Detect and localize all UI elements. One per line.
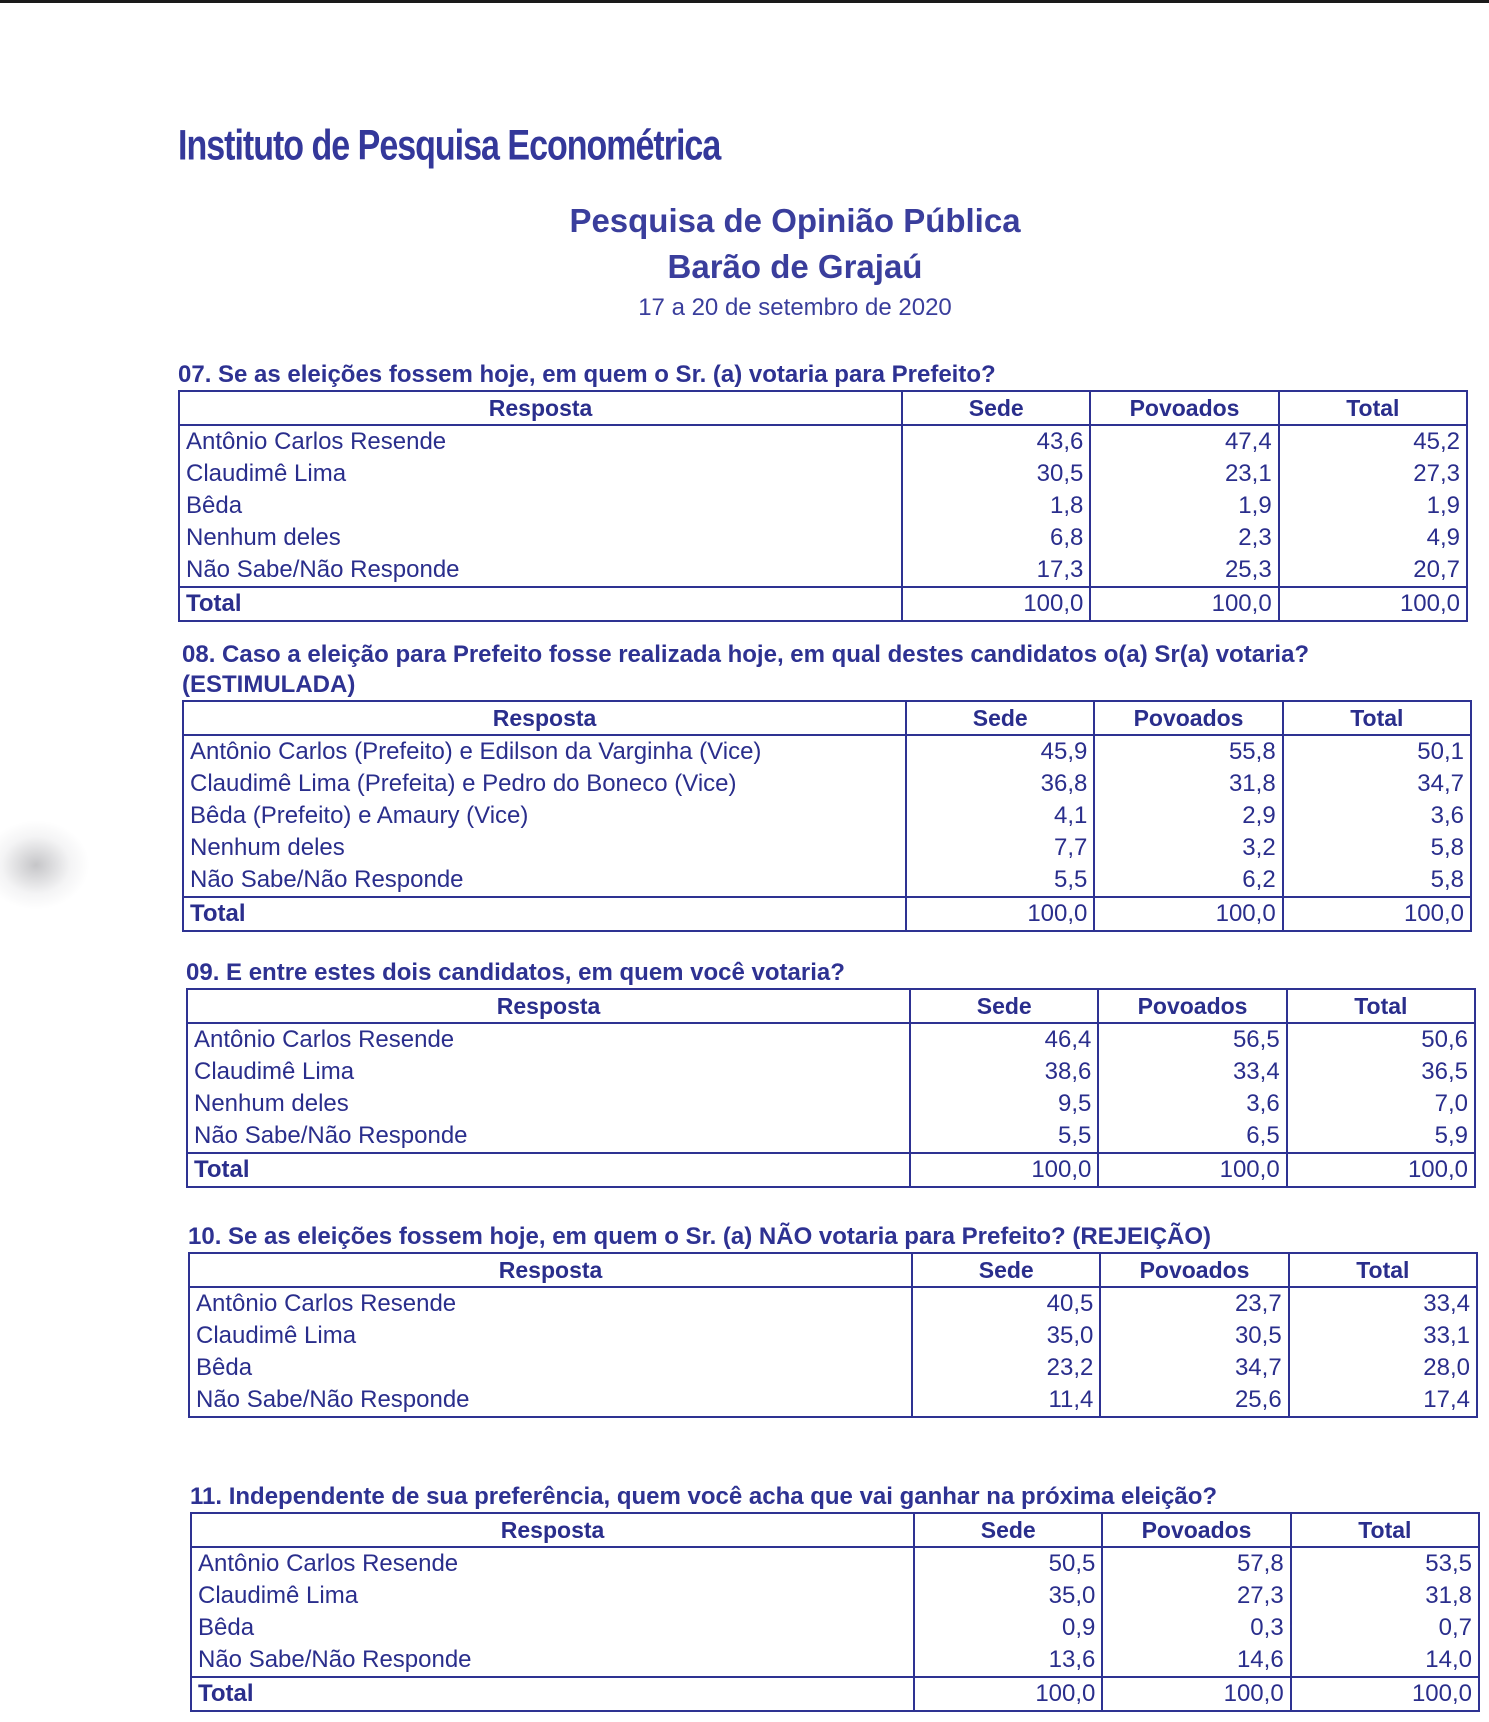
cell-sede: 1,8 [902, 490, 1090, 522]
cell-sede: 46,4 [910, 1023, 1098, 1056]
survey-title: Pesquisa de Opinião Pública [569, 202, 1021, 239]
cell-povoados: 2,9 [1094, 800, 1282, 832]
cell-povoados: 3,6 [1098, 1088, 1286, 1120]
row-label: Claudimê Lima [179, 458, 902, 490]
row-label: Claudimê Lima [191, 1580, 914, 1612]
cell-povoados: 3,2 [1094, 832, 1282, 864]
col-header-povoados: Povoados [1100, 1253, 1288, 1287]
table-total-row [183, 897, 1471, 931]
section-q07 [178, 360, 1468, 622]
question-q09: 09. E entre estes dois candidatos, em quem você votaria? [186, 959, 845, 986]
table-body [189, 1287, 1477, 1417]
row-label: Bêda [191, 1612, 914, 1644]
col-header-resposta: Resposta [187, 989, 910, 1023]
cell-sede: 43,6 [902, 425, 1090, 458]
table-row [191, 1644, 1479, 1677]
cell-sede: 100,0 [914, 1677, 1102, 1711]
table-row [183, 800, 1471, 832]
row-label: Antônio Carlos Resende [179, 425, 902, 458]
table-row [183, 735, 1471, 768]
row-label: Claudimê Lima [187, 1056, 910, 1088]
cell-povoados: 2,3 [1090, 522, 1278, 554]
section-q08 [182, 640, 1472, 932]
table-row [179, 554, 1467, 587]
table-total-row [179, 587, 1467, 621]
table-total-row [187, 1153, 1475, 1187]
table-row [187, 1120, 1475, 1153]
row-label: Antônio Carlos Resende [189, 1287, 912, 1320]
cell-povoados: 56,5 [1098, 1023, 1286, 1056]
cell-sede: 0,9 [914, 1612, 1102, 1644]
row-label: Nenhum deles [179, 522, 902, 554]
question-q08-line1: 08. Caso a eleição para Prefeito fosse realizada hoje, em qual destes candidatos o(a) Sr(a) votaria? [182, 641, 1310, 668]
table-body [183, 735, 1471, 931]
cell-povoados: 0,3 [1102, 1612, 1290, 1644]
cell-total: 100,0 [1291, 1677, 1479, 1711]
cell-sede: 30,5 [902, 458, 1090, 490]
survey-location: Barão de Grajaú [667, 248, 923, 285]
cell-sede: 40,5 [912, 1287, 1100, 1320]
cell-sede: 23,2 [912, 1352, 1100, 1384]
row-label: Bêda [189, 1352, 912, 1384]
cell-sede: 36,8 [906, 768, 1094, 800]
table-row [189, 1352, 1477, 1384]
cell-sede: 5,5 [906, 864, 1094, 897]
table-row [183, 832, 1471, 864]
cell-sede: 35,0 [912, 1320, 1100, 1352]
cell-sede: 11,4 [912, 1384, 1100, 1417]
row-label: Não Sabe/Não Responde [187, 1120, 910, 1153]
cell-povoados: 1,9 [1090, 490, 1278, 522]
col-header-total: Total [1289, 1253, 1477, 1287]
cell-sede: 6,8 [902, 522, 1090, 554]
col-header-sede: Sede [910, 989, 1098, 1023]
section-q09 [186, 958, 1476, 1188]
cell-total: 5,9 [1287, 1120, 1475, 1153]
cell-total: 33,1 [1289, 1320, 1477, 1352]
cell-sede: 17,3 [902, 554, 1090, 587]
table-body [191, 1547, 1479, 1711]
cell-povoados: 6,5 [1098, 1120, 1286, 1153]
row-label: Nenhum deles [187, 1088, 910, 1120]
cell-povoados: 100,0 [1094, 897, 1282, 931]
cell-total: 50,1 [1283, 735, 1471, 768]
table-total-row [191, 1677, 1479, 1711]
table-header-row [187, 989, 1475, 1023]
row-label: Claudimê Lima [189, 1320, 912, 1352]
row-label: Total [187, 1153, 910, 1187]
cell-total: 45,2 [1279, 425, 1467, 458]
table-row [189, 1287, 1477, 1320]
table-header-row [179, 391, 1467, 425]
cell-sede: 100,0 [906, 897, 1094, 931]
cell-total: 14,0 [1291, 1644, 1479, 1677]
table-q08 [182, 700, 1472, 932]
table-row [179, 425, 1467, 458]
cell-sede: 50,5 [914, 1547, 1102, 1580]
row-label: Não Sabe/Não Responde [189, 1384, 912, 1417]
cell-total: 3,6 [1283, 800, 1471, 832]
table-body [187, 1023, 1475, 1187]
cell-total: 0,7 [1291, 1612, 1479, 1644]
cell-total: 17,4 [1289, 1384, 1477, 1417]
cell-sede: 35,0 [914, 1580, 1102, 1612]
question-q10: 10. Se as eleições fossem hoje, em quem o Sr. (a) NÃO votaria para Prefeito? (REJEIÇÃO) [188, 1223, 1212, 1250]
cell-total: 53,5 [1291, 1547, 1479, 1580]
row-label: Total [191, 1677, 914, 1711]
col-header-sede: Sede [902, 391, 1090, 425]
question-q11: 11. Independente de sua preferência, quem você acha que vai ganhar na próxima eleição? [190, 1483, 1218, 1510]
survey-dates: 17 a 20 de setembro de 2020 [638, 294, 952, 321]
cell-sede: 100,0 [910, 1153, 1098, 1187]
table-row [191, 1612, 1479, 1644]
table-row [179, 522, 1467, 554]
cell-total: 36,5 [1287, 1056, 1475, 1088]
col-header-povoados: Povoados [1090, 391, 1278, 425]
row-label: Bêda [179, 490, 902, 522]
cell-povoados: 100,0 [1098, 1153, 1286, 1187]
table-row [191, 1580, 1479, 1612]
table-row [187, 1023, 1475, 1056]
cell-povoados: 23,1 [1090, 458, 1278, 490]
row-label: Total [179, 587, 902, 621]
section-q11 [190, 1482, 1480, 1712]
cell-sede: 13,6 [914, 1644, 1102, 1677]
col-header-sede: Sede [912, 1253, 1100, 1287]
table-q09 [186, 988, 1476, 1188]
table-header-row [189, 1253, 1477, 1287]
cell-total: 5,8 [1283, 864, 1471, 897]
institute-logo-text: Instituto de Pesquisa Econométrica [178, 122, 721, 170]
col-header-resposta: Resposta [183, 701, 906, 735]
cell-povoados: 47,4 [1090, 425, 1278, 458]
col-header-resposta: Resposta [191, 1513, 914, 1547]
cell-total: 100,0 [1287, 1153, 1475, 1187]
table-body [179, 425, 1467, 621]
row-label: Antônio Carlos (Prefeito) e Edilson da Varginha (Vice) [183, 735, 906, 768]
col-header-povoados: Povoados [1098, 989, 1286, 1023]
row-label: Nenhum deles [183, 832, 906, 864]
col-header-total: Total [1291, 1513, 1479, 1547]
row-label: Não Sabe/Não Responde [191, 1644, 914, 1677]
cell-povoados: 30,5 [1100, 1320, 1288, 1352]
cell-total: 1,9 [1279, 490, 1467, 522]
col-header-total: Total [1287, 989, 1475, 1023]
cell-sede: 9,5 [910, 1088, 1098, 1120]
cell-total: 34,7 [1283, 768, 1471, 800]
cell-povoados: 57,8 [1102, 1547, 1290, 1580]
cell-povoados: 14,6 [1102, 1644, 1290, 1677]
cell-total: 31,8 [1291, 1580, 1479, 1612]
cell-sede: 45,9 [906, 735, 1094, 768]
cell-povoados: 6,2 [1094, 864, 1282, 897]
cell-total: 20,7 [1279, 554, 1467, 587]
cell-total: 5,8 [1283, 832, 1471, 864]
col-header-povoados: Povoados [1102, 1513, 1290, 1547]
cell-sede: 38,6 [910, 1056, 1098, 1088]
cell-povoados: 34,7 [1100, 1352, 1288, 1384]
cell-total: 27,3 [1279, 458, 1467, 490]
table-q11 [190, 1512, 1480, 1712]
cell-total: 4,9 [1279, 522, 1467, 554]
top-border-line [0, 0, 1489, 3]
cell-povoados: 27,3 [1102, 1580, 1290, 1612]
cell-povoados: 25,6 [1100, 1384, 1288, 1417]
cell-povoados: 31,8 [1094, 768, 1282, 800]
row-label: Não Sabe/Não Responde [183, 864, 906, 897]
row-label: Antônio Carlos Resende [191, 1547, 914, 1580]
table-row [183, 864, 1471, 897]
row-label: Bêda (Prefeito) e Amaury (Vice) [183, 800, 906, 832]
table-row [187, 1088, 1475, 1120]
table-row [179, 458, 1467, 490]
table-header-row [183, 701, 1471, 735]
row-label: Não Sabe/Não Responde [179, 554, 902, 587]
question-q08-line2: (ESTIMULADA) [182, 671, 356, 698]
table-row [189, 1320, 1477, 1352]
cell-povoados: 25,3 [1090, 554, 1278, 587]
col-header-sede: Sede [906, 701, 1094, 735]
row-label: Antônio Carlos Resende [187, 1023, 910, 1056]
cell-total: 50,6 [1287, 1023, 1475, 1056]
cell-povoados: 55,8 [1094, 735, 1282, 768]
scan-smudge [0, 820, 90, 910]
cell-sede: 5,5 [910, 1120, 1098, 1153]
cell-povoados: 100,0 [1102, 1677, 1290, 1711]
cell-sede: 7,7 [906, 832, 1094, 864]
table-header-row [191, 1513, 1479, 1547]
cell-total: 28,0 [1289, 1352, 1477, 1384]
section-q10 [188, 1222, 1478, 1418]
table-row [187, 1056, 1475, 1088]
question-q07: 07. Se as eleições fossem hoje, em quem o Sr. (a) votaria para Prefeito? [178, 361, 996, 388]
cell-total: 100,0 [1279, 587, 1467, 621]
col-header-total: Total [1279, 391, 1467, 425]
col-header-total: Total [1283, 701, 1471, 735]
table-q10 [188, 1252, 1478, 1418]
cell-povoados: 33,4 [1098, 1056, 1286, 1088]
cell-sede: 100,0 [902, 587, 1090, 621]
cell-povoados: 23,7 [1100, 1287, 1288, 1320]
cell-total: 7,0 [1287, 1088, 1475, 1120]
cell-povoados: 100,0 [1090, 587, 1278, 621]
cell-total: 33,4 [1289, 1287, 1477, 1320]
row-label: Claudimê Lima (Prefeita) e Pedro do Boneco (Vice) [183, 768, 906, 800]
cell-total: 100,0 [1283, 897, 1471, 931]
table-row [191, 1547, 1479, 1580]
table-row [183, 768, 1471, 800]
table-row [189, 1384, 1477, 1417]
col-header-povoados: Povoados [1094, 701, 1282, 735]
col-header-sede: Sede [914, 1513, 1102, 1547]
document-header [500, 198, 1090, 322]
col-header-resposta: Resposta [179, 391, 902, 425]
cell-sede: 4,1 [906, 800, 1094, 832]
col-header-resposta: Resposta [189, 1253, 912, 1287]
row-label: Total [183, 897, 906, 931]
table-row [179, 490, 1467, 522]
table-q07 [178, 390, 1468, 622]
